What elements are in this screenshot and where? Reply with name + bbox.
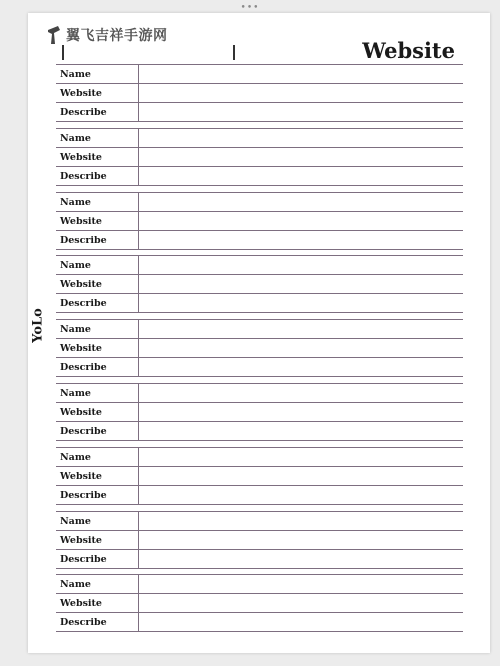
name-field[interactable] bbox=[139, 320, 463, 339]
name-label: Name bbox=[60, 579, 91, 591]
name-label: Name bbox=[60, 196, 91, 208]
entry-block bbox=[56, 319, 463, 377]
entry-block bbox=[56, 383, 463, 441]
entry-block bbox=[56, 255, 463, 313]
page-title: Website bbox=[362, 38, 455, 63]
name-field[interactable] bbox=[139, 256, 463, 275]
entry-list bbox=[28, 13, 490, 653]
name-label: Name bbox=[60, 388, 91, 399]
name-label: Name bbox=[60, 515, 91, 527]
entry-block bbox=[56, 128, 463, 186]
name-label: Name bbox=[60, 324, 91, 336]
planner-sheet bbox=[28, 13, 490, 653]
describe-field[interactable] bbox=[139, 422, 463, 441]
describe-field[interactable] bbox=[139, 613, 463, 632]
describe-label: Describe bbox=[60, 234, 107, 246]
website-field[interactable] bbox=[139, 467, 463, 486]
describe-label: Describe bbox=[60, 362, 107, 374]
website-label: Website bbox=[60, 407, 102, 418]
website-field[interactable] bbox=[139, 403, 463, 422]
website-label: Website bbox=[60, 470, 102, 482]
describe-field[interactable] bbox=[139, 103, 463, 122]
side-label: YoLo bbox=[30, 308, 46, 343]
describe-label: Describe bbox=[60, 298, 107, 310]
name-field[interactable] bbox=[139, 448, 463, 467]
website-field[interactable] bbox=[139, 531, 463, 550]
name-label: Name bbox=[60, 260, 91, 272]
watermark-text: 翼飞吉祥手游网 bbox=[66, 28, 168, 44]
name-field[interactable] bbox=[139, 193, 463, 212]
describe-label: Describe bbox=[60, 489, 107, 501]
website-field[interactable] bbox=[139, 594, 463, 613]
entry-block bbox=[56, 192, 463, 250]
name-field[interactable] bbox=[139, 512, 463, 531]
describe-label: Describe bbox=[60, 170, 107, 182]
describe-field[interactable] bbox=[139, 486, 463, 505]
website-field[interactable] bbox=[139, 84, 463, 103]
website-label: Website bbox=[60, 151, 102, 163]
name-label: Name bbox=[60, 132, 91, 144]
name-field[interactable] bbox=[139, 65, 463, 84]
entry-block bbox=[56, 64, 463, 122]
name-field[interactable] bbox=[139, 575, 463, 594]
website-label: Website bbox=[60, 215, 102, 227]
describe-label: Describe bbox=[60, 107, 107, 118]
website-label: Website bbox=[60, 534, 102, 546]
window-dots[interactable]: ••• bbox=[240, 3, 260, 13]
describe-label: Describe bbox=[60, 553, 107, 565]
name-field[interactable] bbox=[139, 129, 463, 148]
website-label: Website bbox=[60, 279, 102, 291]
describe-field[interactable] bbox=[139, 358, 463, 377]
website-field[interactable] bbox=[139, 212, 463, 231]
entry-block bbox=[56, 511, 463, 569]
entry-block bbox=[56, 574, 463, 632]
website-label: Website bbox=[60, 88, 102, 99]
describe-field[interactable] bbox=[139, 167, 463, 186]
website-label: Website bbox=[60, 343, 102, 355]
describe-label: Describe bbox=[60, 617, 107, 629]
website-label: Website bbox=[60, 598, 102, 610]
website-field[interactable] bbox=[139, 275, 463, 294]
name-field[interactable] bbox=[139, 384, 463, 403]
name-label: Name bbox=[60, 451, 91, 463]
entry-block bbox=[56, 447, 463, 505]
describe-field[interactable] bbox=[139, 550, 463, 569]
describe-field[interactable] bbox=[139, 294, 463, 313]
website-field[interactable] bbox=[139, 339, 463, 358]
name-label: Name bbox=[60, 69, 91, 80]
describe-label: Describe bbox=[60, 426, 107, 437]
website-field[interactable] bbox=[139, 148, 463, 167]
describe-field[interactable] bbox=[139, 231, 463, 250]
